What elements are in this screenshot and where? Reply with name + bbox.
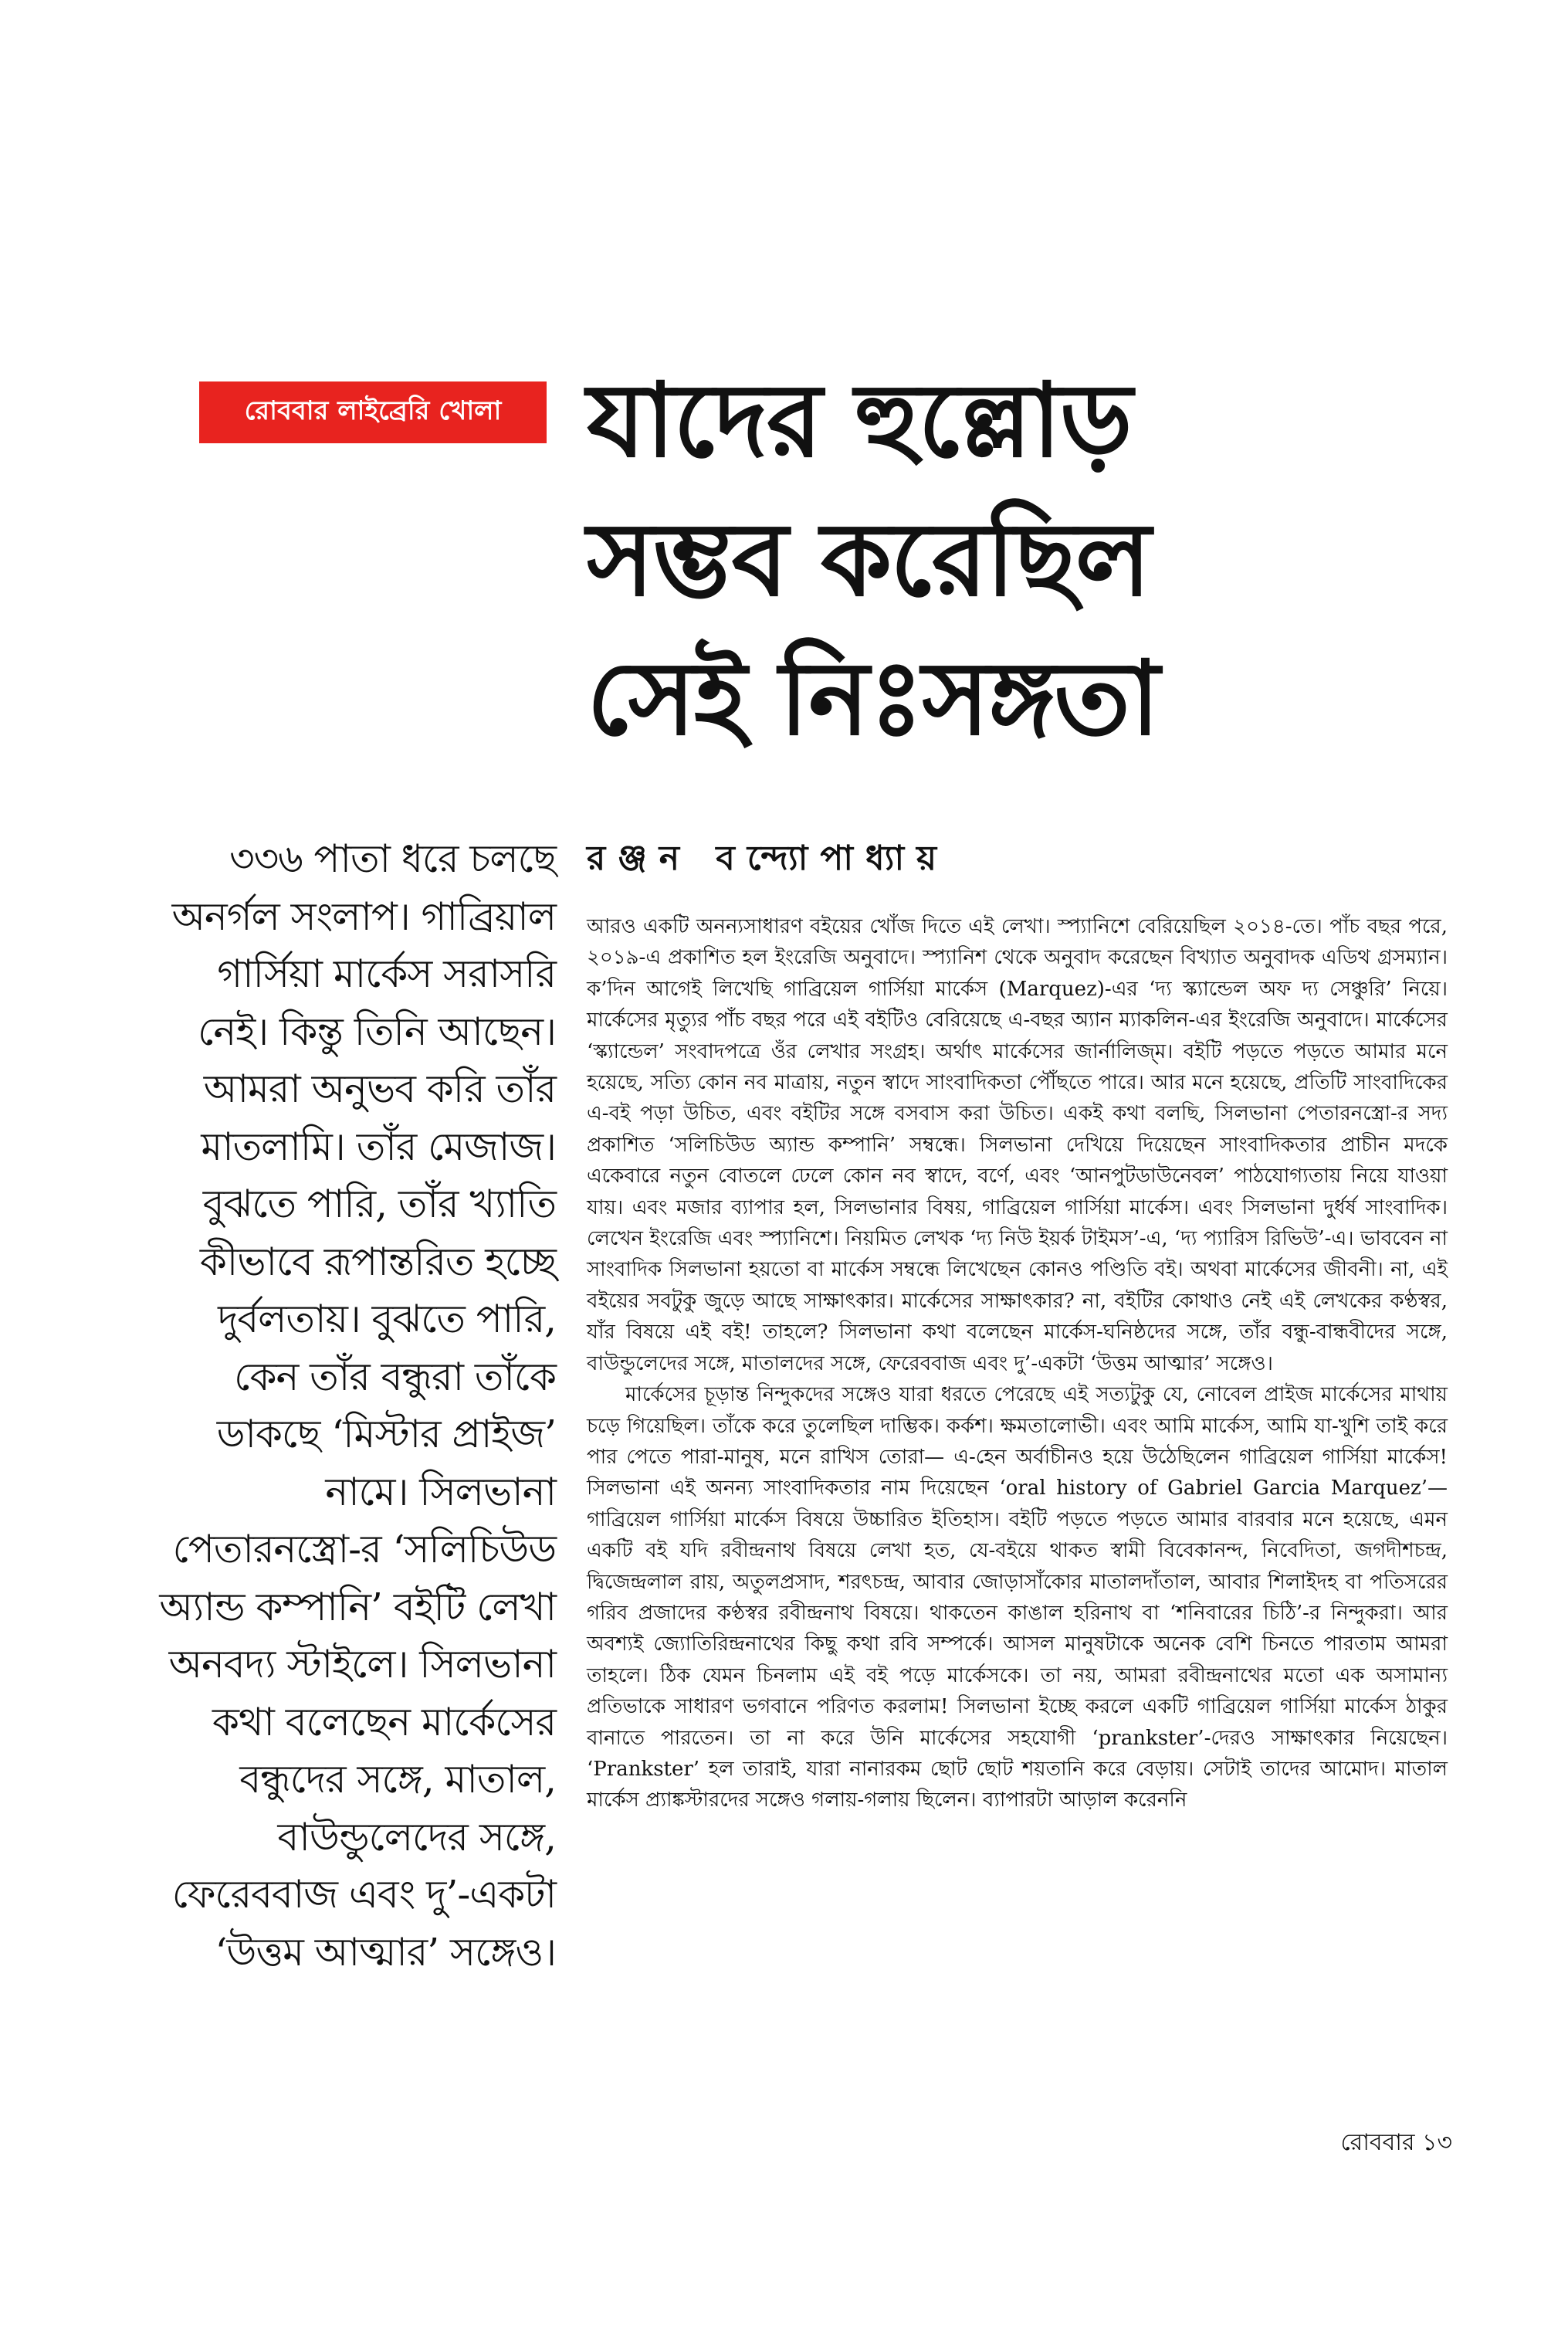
article-paragraph-2: মার্কেসের চূড়ান্ত নিন্দুকদের সঙ্গেও যারা ধরতে পেরেছে এই সত্যটুকু যে, নোবেল প্রাইজ মার্কেসের মাথায় চড়ে গিয়েছিল। তাঁকে করে তুলেছিল দাম্ভিক। কর্কশ। ক্ষমতালোভী। এবং আমি মার্কেস, আমি যা-খুশি তাই করে পার পেতে পারা-মানুষ, মনে রাখিস তোরা— এ-হেন অর্বাচীনও হয়ে উঠেছিলেন গাব্রিয়েল গার্সিয়া মার্কেস! সিলভানা এই অনন্য সাংবাদিকতার নাম দিয়েছেন ‘oral history of Gabriel Garcia Marquez’— গাব্রিয়েল গার্সিয়া মার্কেস বিষয়ে উচ্চারিত ইতিহাস। বইটি পড়তে পড়তে আমার বারবার মনে হয়েছে, এমন একটি বই যদি রবীন্দ্রনাথ বিষয়ে লেখা হত, যে-বইয়ে থাকত স্বামী বিবেকানন্দ, নিবেদিতা, জগদীশচন্দ্র, দ্বিজেন্দ্রলাল রায়, অতুলপ্রসাদ, শরৎচন্দ্র, আবার জোড়াসাঁকোর মাতালদাঁতাল, আবার শিলাইদহ বা পতিসরের গরিব প্রজাদের কণ্ঠস্বর রবীন্দ্রনাথ বিষয়ে। থাকতেন কাঙাল হরিনাথ বা ‘শনিবারের চিঠি’-র নিন্দুকরা। আর অবশ্যই জ্যোতিরিন্দ্রনাথের কিছু কথা রবি সম্পর্কে। আসল মানুষটাকে অনেক বেশি চিনতে পারতাম আমরা তাহলে। ঠিক যেমন চিনলাম এই বই পড়ে মার্কেসকে। তা নয়, আমরা রবীন্দ্রনাথের মতো এক অসামান্য প্রতিভাকে সাধারণ ভগবানে পরিণত করলাম! সিলভানা ইচ্ছে করলে একটি গাব্রিয়েল গার্সিয়া মার্কেস ঠাকুর বানাতে পারতেন। তা না করে উনি মার্কেসের সহযোগী ‘prankster’-দেরও সাক্ষাৎকার নিয়েছেন। ‘Prankster’ হল তারাই, যারা নানারকম ছোট ছোট শয়তানি করে বেড়ায়। সেটাই তাদের আমোদ। মাতাল মার্কেস প্র্যাঙ্কস্টারদের সঙ্গেও গলায়-গলায় ছিলেন। ব্যাপারটা আড়াল করেননি — [587, 1383, 1448, 1812]
article-paragraph-1: আরও একটি অনন্যসাধারণ বইয়ের খোঁজ দিতে এই লেখা। স্প্যানিশে বেরিয়েছিল ২০১৪-তে। পাঁচ বছর পরে, ২০১৯-এ প্রকাশিত হল ইংরেজি অনুবাদে। স্প্যানিশ থেকে অনুবাদ করেছেন বিখ্যাত অনুবাদক এডিথ গ্রসম্যান। ক’দিন আগেই লিখেছি গাব্রিয়েল গার্সিয়া মার্কেস (Marquez)-এর ‘দ্য স্ক্যান্ডেল অফ দ্য সেঞ্চুরি’ নিয়ে। মার্কেসের মৃত্যুর পাঁচ বছর পরে এই বইটিও বেরিয়েছে এ-বছর অ্যান ম্যাকলিন-এর ইংরেজি অনুবাদে। মার্কেসের ‘স্ক্যান্ডেল’ সংবাদপত্রে ওঁর লেখার সংগ্রহ। অর্থাৎ মার্কেসের জার্নালিজ্‌ম। বইটি পড়তে পড়তে আমার মনে হয়েছে, সত্যি কোন নব মাত্রায়, নতুন স্বাদে সাংবাদিকতা পৌঁছতে পারে। আর মনে হয়েছে, প্রতিটি সাংবাদিকের এ-বই পড়া উচিত, এবং বইটির সঙ্গে বসবাস করা উচিত। একই কথা বলছি, সিলভানা পেতারনস্ত্রো-র সদ্য প্রকাশিত ‘সলিচিউড অ্যান্ড কম্পানি’ সম্বন্ধে। সিলভানা দেখিয়ে দিয়েছেন সাংবাদিকতার প্রাচীন মদকে একেবারে নতুন বোতলে ঢেলে কোন নব স্বাদে, বর্ণে, এবং ‘আনপুটডাউনেবল’ পাঠযোগ্যতায় নিয়ে যাওয়া যায়। এবং মজার ব্যাপার হল, সিলভানার বিষয়, গাব্রিয়েল গার্সিয়া মার্কেস। এবং সিলভানা দুর্ধর্ষ সাংবাদিক। লেখেন ইংরেজি এবং স্প্যানিশে। নিয়মিত লেখক ‘দ্য নিউ ইয়র্ক টাইমস’-এ, ‘দ্য প্যারিস রিভিউ’-এ। ভাববেন না সাংবাদিক সিলভানা হয়তো বা মার্কেস সম্বন্ধে লিখেছেন কোনও পণ্ডিতি বই। অথবা মার্কেসের জীবনী। না, এই বইয়ের সবটুকু জুড়ে আছে সাক্ষাৎকার। মার্কেসের সাক্ষাৎকার? না, বইটির কোথাও নেই এই লেখকের কণ্ঠস্বর, যাঁর বিষয়ে এই বই! তাহলে? সিলভানা কথা বলেছেন মার্কেস-ঘনিষ্ঠদের সঙ্গে, তাঁর বন্ধু-বান্ধবীদের সঙ্গে, বাউন্ডুলেদের সঙ্গে, মাতালদের সঙ্গে, ফেরেববাজ এবং দু’-একটা ‘উত্তম আত্মার’ সঙ্গেও। — [587, 915, 1448, 1375]
headline-line-2: সম্ভব করেছিল — [587, 500, 1150, 619]
author-byline: রঞ্জন বন্দ্যোপাধ্যায় — [587, 839, 950, 878]
headline-line-3: সেই নিঃসঙ্গতা — [587, 639, 1159, 758]
article-body — [587, 911, 1448, 1816]
pull-quote: ৩৩৬ পাতা ধরে চলছে অনর্গল সংলাপ। গাব্রিয়াল গার্সিয়া মার্কেস সরাসরি নেই। কিন্তু তিনি আছেন। আমরা অনুভব করি তাঁর মাতলামি। তাঁর মেজাজ। বুঝতে পারি, তাঁর খ্যাতি কীভাবে রূপান্তরিত হচ্ছে দুর্বলতায়। বুঝতে পারি, কেন তাঁর বন্ধুরা তাঁকে ডাকছে ‘মিস্টার প্রাইজ’ নামে। সিলভানা পেতারনস্ত্রো-র ‘সলিচিউড অ্যান্ড কম্পানি’ বইটি লেখা অনবদ্য স্টাইলে। সিলভানা কথা বলেছেন মার্কেসের বন্ধুদের সঙ্গে, মাতাল, বাউন্ডুলেদের সঙ্গে, ফেরেববাজ এবং দু’-একটা ‘উত্তম আত্মার’ সঙ্গেও। — [159, 836, 556, 1975]
headline — [587, 351, 1359, 768]
headline-line-1: যাদের হুল্লোড় — [587, 361, 1132, 480]
page-number: রোববার ১৩ — [1340, 2129, 1452, 2156]
section-tag: রোববার লাইব্রেরি খোলা — [199, 381, 547, 443]
